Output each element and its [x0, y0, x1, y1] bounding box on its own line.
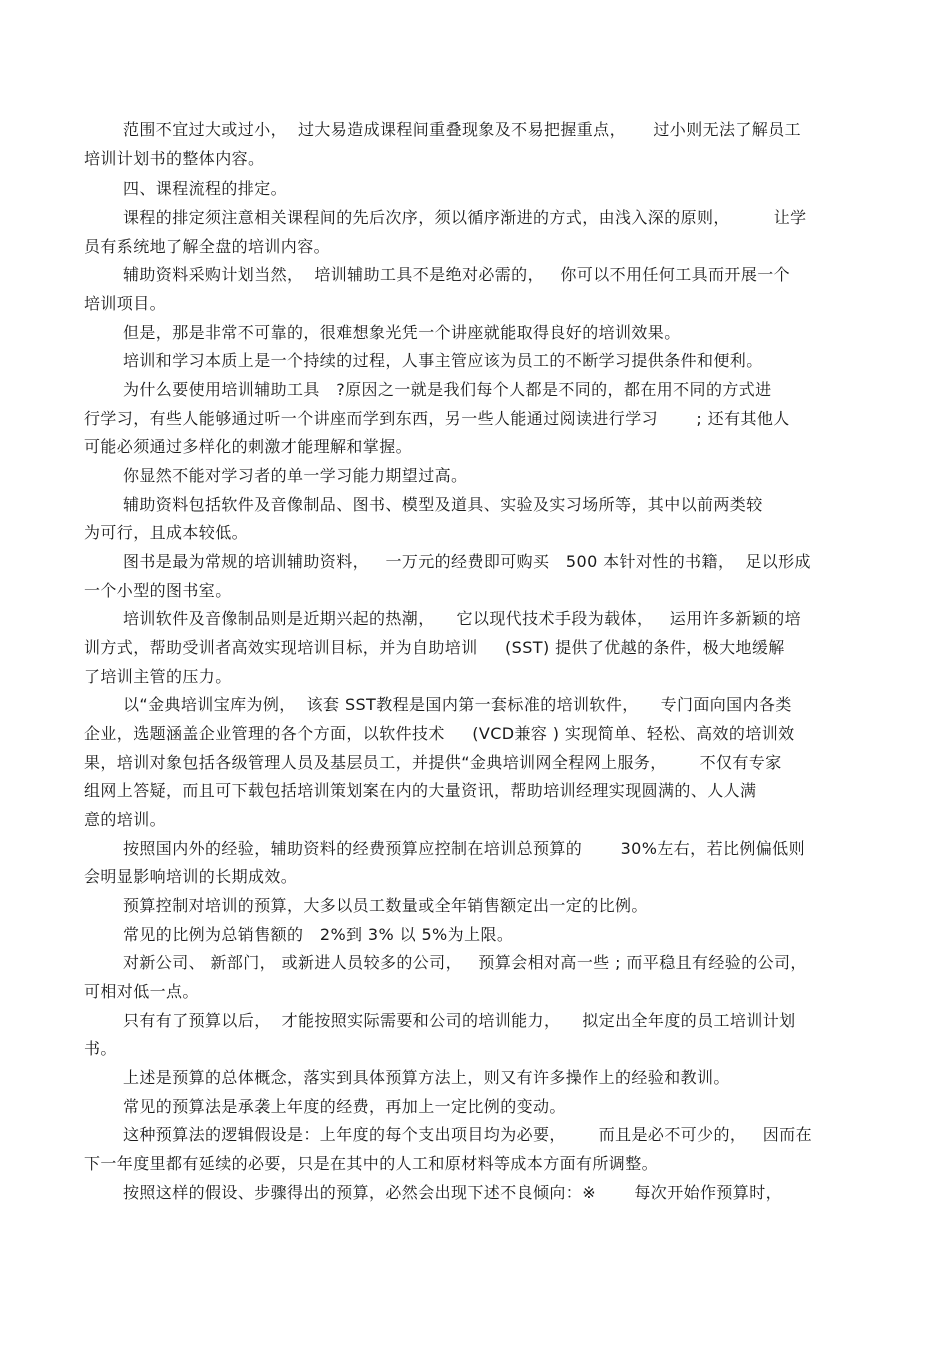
text-line: 以“金典培训宝库为例， 该套 SST教程是国内第一套标准的培训软件， 专门面向国内各类 [123, 695, 792, 714]
text-line: 但是，那是非常不可靠的，很难想象光凭一个讲座就能取得良好的培训效果。 [123, 323, 681, 342]
section-heading: 四、课程流程的排定。 [123, 179, 288, 198]
text-line: 图书是最为常规的培训辅助资料， 一万元的经费即可购买 500 本针对性的书籍， 足以形成 [123, 552, 811, 571]
text-line: 员有系统地了解全盘的培训内容。 [84, 237, 331, 256]
text-line: 培训计划书的整体内容。 [84, 149, 265, 168]
text-line: 训方式，帮助受训者高效实现培训目标，并为自助培训 (SST) 提供了优越的条件，极大地缓解 [84, 638, 785, 657]
text-line: 可能必须通过多样化的刺激才能理解和掌握。 [84, 437, 413, 456]
text-line: 辅助资料包括软件及音像制品、图书、模型及道具、实验及实习场所等，其中以前两类较 [123, 495, 763, 514]
text-line: 预算控制对培训的预算，大多以员工数量或全年销售额定出一定的比例。 [123, 896, 648, 915]
text-line: 了培训主管的压力。 [84, 667, 232, 686]
text-line: 为可行，且成本较低。 [84, 523, 249, 542]
text-line: 果，培训对象包括各级管理人员及基层员工，并提供“金典培训网全程网上服务， 不仅有专家 [84, 753, 782, 772]
text-line: 辅助资料采购计划当然， 培训辅助工具不是绝对必需的， 你可以不用任何工具而开展一个 [123, 265, 791, 284]
text-line: 行学习，有些人能够通过听一个讲座而学到东西，另一些人能通过阅读进行学习 ; 还有其他人 [84, 409, 790, 428]
text-line: 常见的比例为总销售额的 2%到 3% 以 5%为上限。 [123, 925, 514, 944]
text-line: 书。 [84, 1039, 117, 1058]
text-line: 组网上答疑，而且可下载包括培训策划案在内的大量资讯，帮助培训经理实现圆满的、人人满 [84, 781, 757, 800]
text-line: 范围不宜过大或过小， 过大易造成课程间重叠现象及不易把握重点， 过小则无法了解员工 [123, 120, 802, 139]
text-line: 对新公司、 新部门， 或新进人员较多的公司， 预算会相对高一些 ; 而平稳且有经验的公司， [123, 953, 807, 972]
text-line: 你显然不能对学习者的单一学习能力期望过高。 [123, 466, 468, 485]
text-line: 可相对低一点。 [84, 982, 199, 1001]
text-line: 下一年度里都有延续的必要，只是在其中的人工和原材料等成本方面有所调整。 [84, 1154, 659, 1173]
text-line: 按照国内外的经验，辅助资料的经费预算应控制在培训总预算的 30%左右，若比例偏低则 [123, 839, 805, 858]
text-line: 按照这样的假设、步骤得出的预算，必然会出现下述不良倾向：※ 每次开始作预算时， [123, 1183, 783, 1202]
text-line: 会明显影响培训的长期成效。 [84, 867, 298, 886]
text-line: 常见的预算法是承袭上年度的经费，再加上一定比例的变动。 [123, 1097, 566, 1116]
text-line: 企业，选题涵盖企业管理的各个方面，以软件技术 (VCD兼容 ) 实现简单、轻松、高效的培训效 [84, 724, 795, 743]
text-line: 培训项目。 [84, 294, 167, 313]
text-line: 培训软件及音像制品则是近期兴起的热潮， 它以现代技术手段为载体， 运用许多新颖的培 [123, 609, 802, 628]
text-line: 课程的排定须注意相关课程间的先后次序，须以循序渐进的方式，由浅入深的原则， 让学 [123, 208, 807, 227]
text-line: 意的培训。 [84, 810, 167, 829]
text-line: 为什么要使用培训辅助工具 ?原因之一就是我们每个人都是不同的，都在用不同的方式进 [123, 380, 772, 399]
text-line: 培训和学习本质上是一个持续的过程，人事主管应该为员工的不断学习提供条件和便利。 [123, 351, 763, 370]
text-line: 上述是预算的总体概念，落实到具体预算方法上，则又有许多操作上的经验和教训。 [123, 1068, 730, 1087]
text-line: 一个小型的图书室。 [84, 581, 232, 600]
text-line: 只有有了预算以后， 才能按照实际需要和公司的培训能力， 拟定出全年度的员工培训计划 [123, 1011, 796, 1030]
text-line: 这种预算法的逻辑假设是：上年度的每个支出项目均为必要， 而且是必不可少的， 因而在 [123, 1125, 812, 1144]
